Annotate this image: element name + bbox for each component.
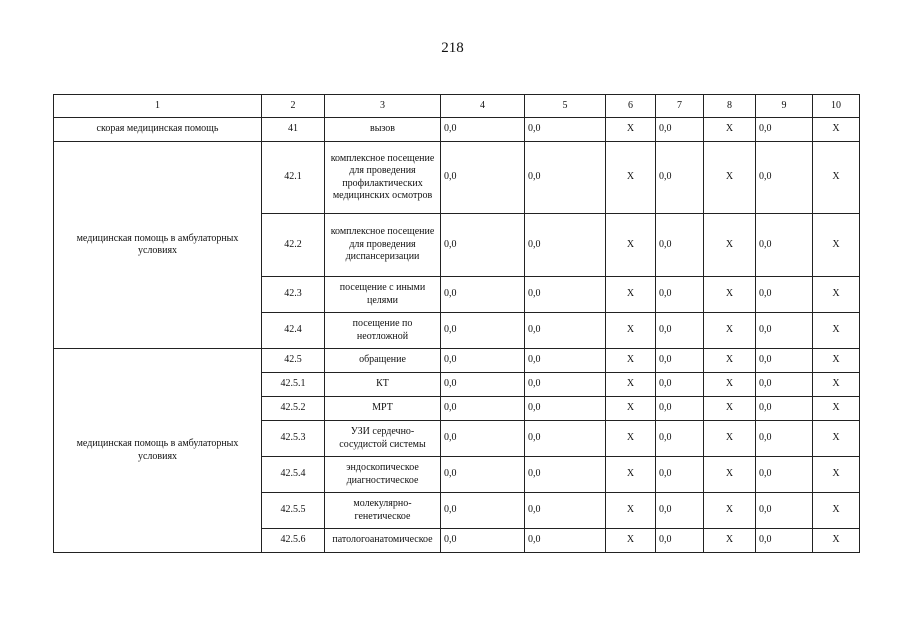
- value-cell: 0,0: [525, 313, 606, 349]
- value-cell: 0,0: [656, 118, 704, 142]
- column-header: 2: [262, 95, 325, 118]
- value-cell: 0,0: [525, 457, 606, 493]
- value-cell: 0,0: [441, 118, 525, 142]
- value-cell: 0,0: [756, 457, 813, 493]
- value-cell: X: [813, 214, 860, 277]
- value-cell: 0,0: [656, 277, 704, 313]
- unit-cell: комплексное посещение для проведения диспансеризации: [325, 214, 441, 277]
- value-cell: X: [704, 421, 756, 457]
- value-cell: X: [606, 118, 656, 142]
- value-cell: 0,0: [656, 457, 704, 493]
- value-cell: X: [813, 118, 860, 142]
- value-cell: X: [813, 313, 860, 349]
- table-header-row: [54, 95, 860, 118]
- value-cell: 0,0: [756, 142, 813, 214]
- value-cell: X: [704, 118, 756, 142]
- value-cell: 0,0: [441, 277, 525, 313]
- column-header: 4: [441, 95, 525, 118]
- value-cell: 0,0: [656, 529, 704, 553]
- unit-cell: патологоанатомическое: [325, 529, 441, 553]
- column-header: 10: [813, 95, 860, 118]
- value-cell: X: [813, 277, 860, 313]
- value-cell: X: [704, 277, 756, 313]
- value-cell: X: [606, 493, 656, 529]
- table-row: [54, 142, 860, 214]
- value-cell: 0,0: [441, 313, 525, 349]
- value-cell: X: [704, 349, 756, 373]
- value-cell: 0,0: [525, 214, 606, 277]
- data-table: [53, 94, 860, 553]
- value-cell: X: [704, 529, 756, 553]
- row-number-cell: 41: [262, 118, 325, 142]
- value-cell: 0,0: [756, 373, 813, 397]
- value-cell: X: [606, 529, 656, 553]
- value-cell: X: [606, 457, 656, 493]
- value-cell: 0,0: [441, 214, 525, 277]
- value-cell: 0,0: [441, 493, 525, 529]
- value-cell: X: [606, 214, 656, 277]
- value-cell: 0,0: [756, 493, 813, 529]
- value-cell: 0,0: [525, 397, 606, 421]
- value-cell: X: [704, 493, 756, 529]
- value-cell: 0,0: [656, 373, 704, 397]
- value-cell: X: [813, 421, 860, 457]
- value-cell: X: [813, 142, 860, 214]
- value-cell: 0,0: [441, 142, 525, 214]
- row-number-cell: 42.5: [262, 349, 325, 373]
- row-number-cell: 42.5.1: [262, 373, 325, 397]
- value-cell: 0,0: [656, 313, 704, 349]
- value-cell: 0,0: [656, 349, 704, 373]
- unit-cell: комплексное посещение для проведения профилактических медицинских осмотров: [325, 142, 441, 214]
- value-cell: 0,0: [756, 421, 813, 457]
- column-header: 7: [656, 95, 704, 118]
- value-cell: X: [813, 373, 860, 397]
- unit-cell: вызов: [325, 118, 441, 142]
- row-number-cell: 42.4: [262, 313, 325, 349]
- column-header: 5: [525, 95, 606, 118]
- value-cell: 0,0: [525, 118, 606, 142]
- value-cell: 0,0: [756, 313, 813, 349]
- column-header: 1: [54, 95, 262, 118]
- unit-cell: МРТ: [325, 397, 441, 421]
- value-cell: 0,0: [525, 349, 606, 373]
- value-cell: 0,0: [756, 214, 813, 277]
- value-cell: 0,0: [656, 421, 704, 457]
- value-cell: X: [606, 277, 656, 313]
- value-cell: X: [704, 142, 756, 214]
- value-cell: 0,0: [656, 142, 704, 214]
- care-type-cell: медицинская помощь в амбулаторных условиях: [54, 142, 262, 349]
- column-header: 6: [606, 95, 656, 118]
- row-number-cell: 42.3: [262, 277, 325, 313]
- value-cell: 0,0: [525, 421, 606, 457]
- value-cell: X: [606, 142, 656, 214]
- value-cell: X: [606, 421, 656, 457]
- column-header: 8: [704, 95, 756, 118]
- row-number-cell: 42.5.6: [262, 529, 325, 553]
- value-cell: 0,0: [525, 142, 606, 214]
- unit-cell: эндоскопическое диагностическое: [325, 457, 441, 493]
- table-row: [54, 349, 860, 373]
- row-number-cell: 42.5.5: [262, 493, 325, 529]
- value-cell: X: [813, 529, 860, 553]
- value-cell: X: [813, 493, 860, 529]
- value-cell: 0,0: [441, 349, 525, 373]
- unit-cell: посещение по неотложной: [325, 313, 441, 349]
- value-cell: 0,0: [525, 277, 606, 313]
- row-number-cell: 42.5.2: [262, 397, 325, 421]
- value-cell: X: [704, 214, 756, 277]
- unit-cell: молекулярно-генетическое: [325, 493, 441, 529]
- value-cell: X: [704, 313, 756, 349]
- value-cell: 0,0: [441, 529, 525, 553]
- value-cell: 0,0: [756, 397, 813, 421]
- row-number-cell: 42.5.3: [262, 421, 325, 457]
- value-cell: 0,0: [441, 457, 525, 493]
- value-cell: X: [704, 457, 756, 493]
- value-cell: 0,0: [656, 397, 704, 421]
- value-cell: 0,0: [656, 493, 704, 529]
- value-cell: 0,0: [525, 529, 606, 553]
- value-cell: X: [606, 313, 656, 349]
- value-cell: X: [606, 373, 656, 397]
- value-cell: X: [813, 457, 860, 493]
- row-number-cell: 42.5.4: [262, 457, 325, 493]
- row-number-cell: 42.1: [262, 142, 325, 214]
- unit-cell: КТ: [325, 373, 441, 397]
- unit-cell: посещение с иными целями: [325, 277, 441, 313]
- value-cell: 0,0: [525, 493, 606, 529]
- value-cell: 0,0: [756, 529, 813, 553]
- column-header: 9: [756, 95, 813, 118]
- table-row: [54, 118, 860, 142]
- row-number-cell: 42.2: [262, 214, 325, 277]
- unit-cell: обращение: [325, 349, 441, 373]
- value-cell: 0,0: [441, 421, 525, 457]
- value-cell: X: [813, 349, 860, 373]
- unit-cell: УЗИ сердечно-сосудистой системы: [325, 421, 441, 457]
- value-cell: 0,0: [441, 397, 525, 421]
- value-cell: X: [606, 349, 656, 373]
- value-cell: 0,0: [525, 373, 606, 397]
- value-cell: X: [704, 397, 756, 421]
- page-number: 218: [441, 40, 464, 56]
- value-cell: 0,0: [656, 214, 704, 277]
- value-cell: X: [606, 397, 656, 421]
- column-header: 3: [325, 95, 441, 118]
- value-cell: 0,0: [756, 349, 813, 373]
- value-cell: 0,0: [441, 373, 525, 397]
- value-cell: 0,0: [756, 277, 813, 313]
- value-cell: X: [704, 373, 756, 397]
- care-type-cell: скорая медицинская помощь: [54, 118, 262, 142]
- care-type-cell: медицинская помощь в амбулаторных условиях: [54, 349, 262, 553]
- value-cell: 0,0: [756, 118, 813, 142]
- value-cell: X: [813, 397, 860, 421]
